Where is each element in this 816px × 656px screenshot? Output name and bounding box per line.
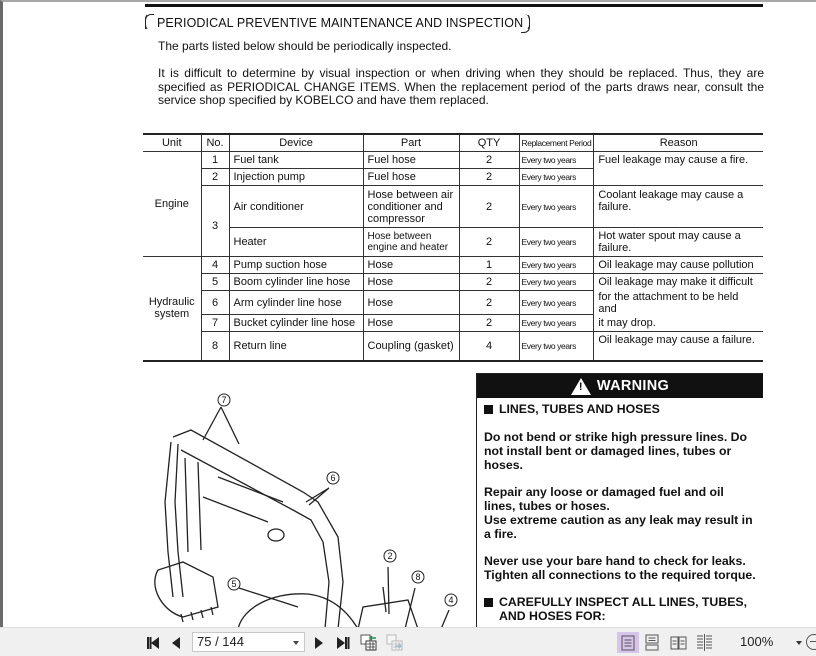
warning-heading-text: LINES, TUBES AND HOSES [499, 402, 660, 416]
cell-qty: 1 [459, 257, 519, 274]
warning-para-2a: Repair any loose or damaged fuel and oil lines, tubes or hoses. [484, 485, 724, 513]
first-page-button[interactable] [145, 634, 161, 651]
cell-reason: it may drop. [594, 315, 763, 332]
cell-period: Every two years [519, 332, 594, 361]
unit-hydraulic: Hydraulic system [143, 257, 201, 361]
cell-part: Hose [363, 274, 459, 291]
last-page-icon [336, 636, 350, 650]
warning-header [477, 374, 763, 398]
table-row [143, 274, 763, 291]
table-row [143, 228, 763, 257]
cell-reason: Oil leakage may make it difficult [594, 274, 763, 291]
first-page-icon [146, 636, 160, 650]
continuous-facing-view-button[interactable] [695, 634, 713, 651]
cell-reason: Hot water spout may cause a failure. [594, 228, 763, 257]
cell-device: Arm cylinder line hose [229, 291, 363, 315]
continuous-view-button[interactable] [643, 634, 661, 651]
cell-period: Every two years [519, 169, 594, 186]
table-row [143, 291, 763, 315]
table-header-row [143, 134, 763, 152]
intro-text: The parts listed below should be periodically inspected. [158, 39, 452, 53]
chevron-down-icon [293, 641, 299, 645]
viewer-toolbar [0, 627, 816, 656]
last-page-button[interactable] [335, 634, 351, 651]
cell-no: 2 [201, 169, 229, 186]
cell-part: Hose between air conditioner and compressor [363, 186, 459, 228]
header-period: Replacement Period [519, 134, 594, 152]
cell-part: Hose [363, 291, 459, 315]
top-rule [145, 4, 763, 7]
warning-body [477, 398, 763, 623]
cell-qty: 2 [459, 186, 519, 228]
cell-device: Fuel tank [229, 152, 363, 169]
cell-qty: 2 [459, 315, 519, 332]
header-no: No. [201, 134, 229, 152]
header-part: Part [363, 134, 459, 152]
cell-period: Every two years [519, 186, 594, 228]
cell-qty: 2 [459, 291, 519, 315]
header-unit: Unit [143, 134, 201, 152]
description-paragraph: It is difficult to determine by visual inspection or when driving when they should be replaced. Thus, they are specified as PERIODICAL CHANGE ITEMS. When the replacement period of the parts draws near, consult the service shop specified by KOBELCO and have them replaced. [158, 66, 764, 107]
unit-engine: Engine [143, 152, 201, 257]
next-page-icon [313, 636, 325, 650]
cell-part: Fuel hose [363, 169, 459, 186]
header-reason: Reason [594, 134, 763, 152]
pdf-page [3, 2, 816, 627]
warning-heading-text: CAREFULLY INSPECT ALL LINES, TUBES, AND HOSES FOR: [499, 595, 748, 623]
cell-reason: Fuel leakage may cause a fire. [594, 152, 763, 186]
cell-qty: 2 [459, 152, 519, 169]
cell-device: Air conditioner [229, 186, 363, 228]
cell-device: Injection pump [229, 169, 363, 186]
cell-no: 8 [201, 332, 229, 361]
cell-no: 6 [201, 291, 229, 315]
warning-para-3: Never use your bare hand to check for leaks. Tighten all connections to the required torque. [484, 554, 756, 582]
single-page-icon [621, 635, 635, 651]
cell-reason: Coolant leakage may cause a failure. [594, 186, 763, 228]
svg-text:6: 6 [330, 473, 336, 483]
cell-period: Every two years [519, 228, 594, 257]
warning-triangle-icon: ! [571, 378, 591, 395]
square-bullet-icon [484, 405, 493, 414]
next-page-button[interactable] [312, 634, 326, 651]
zoom-level-value[interactable]: 100% [740, 634, 774, 649]
maintenance-table [143, 133, 763, 362]
cell-qty: 2 [459, 228, 519, 257]
cell-part: Hose between engine and heater [363, 228, 459, 257]
table-row [143, 332, 763, 361]
cell-qty: 2 [459, 274, 519, 291]
go-back-view-button[interactable] [360, 634, 378, 651]
cell-part: Hose [363, 315, 459, 332]
previous-page-icon [170, 636, 182, 650]
table-row [143, 186, 763, 228]
cell-period: Every two years [519, 315, 594, 332]
warning-para-2b: Use extreme caution as any leak may result in a fire. [484, 513, 753, 541]
single-page-view-button[interactable] [617, 632, 639, 653]
cell-no: 4 [201, 257, 229, 274]
page-number-value: 75 / 144 [197, 634, 244, 649]
forward-view-icon [386, 634, 404, 651]
previous-page-button[interactable] [169, 634, 183, 651]
cell-device: Return line [229, 332, 363, 361]
zoom-out-button[interactable] [806, 634, 816, 650]
back-view-icon [360, 634, 378, 651]
warning-box [476, 373, 763, 627]
warning-para-1: Do not bend or strike high pressure lines. Do not install bent or damaged lines, tubes or hoses. [484, 430, 748, 472]
cell-reason: for the attachment to be held and [594, 291, 763, 315]
zoom-dropdown-icon[interactable] [796, 641, 802, 645]
cell-period: Every two years [519, 152, 594, 169]
cell-part: Hose [363, 257, 459, 274]
page-number-select[interactable] [192, 632, 305, 652]
table-row [143, 152, 763, 169]
cell-part: Coupling (gasket) [363, 332, 459, 361]
cell-device: Heater [229, 228, 363, 257]
cell-no: 3 [201, 186, 229, 257]
go-forward-view-button[interactable] [386, 634, 404, 651]
cell-qty: 4 [459, 332, 519, 361]
cell-no: 7 [201, 315, 229, 332]
svg-text:2: 2 [387, 551, 393, 561]
facing-pages-icon [670, 636, 687, 650]
cell-reason: Oil leakage may cause pollution [594, 257, 763, 274]
header-device: Device [229, 134, 363, 152]
cell-no: 1 [201, 152, 229, 169]
cell-part: Fuel hose [363, 152, 459, 169]
section-title: PERIODICAL PREVENTIVE MAINTENANCE AND INSPECTION [145, 13, 530, 31]
cell-device: Boom cylinder line hose [229, 274, 363, 291]
svg-text:8: 8 [415, 572, 421, 582]
warning-heading-lines [484, 402, 756, 416]
continuous-facing-icon [696, 634, 713, 651]
cell-reason: Oil leakage may cause a failure. [594, 332, 763, 361]
cell-qty: 2 [459, 169, 519, 186]
svg-text:4: 4 [448, 595, 454, 605]
cell-no: 5 [201, 274, 229, 291]
header-qty: QTY [459, 134, 519, 152]
continuous-page-icon [645, 634, 659, 651]
callout-7: 7 [221, 395, 227, 405]
cell-period: Every two years [519, 291, 594, 315]
cell-period: Every two years [519, 257, 594, 274]
warning-title: WARNING [596, 378, 670, 394]
facing-view-button[interactable] [669, 634, 687, 651]
warning-heading-inspect [484, 595, 756, 623]
square-bullet-icon [484, 598, 493, 607]
excavator-hose-diagram [143, 382, 473, 627]
table-row [143, 315, 763, 332]
cell-period: Every two years [519, 274, 594, 291]
cell-device: Pump suction hose [229, 257, 363, 274]
svg-text:5: 5 [231, 579, 237, 589]
table-row [143, 257, 763, 274]
cell-device: Bucket cylinder line hose [229, 315, 363, 332]
